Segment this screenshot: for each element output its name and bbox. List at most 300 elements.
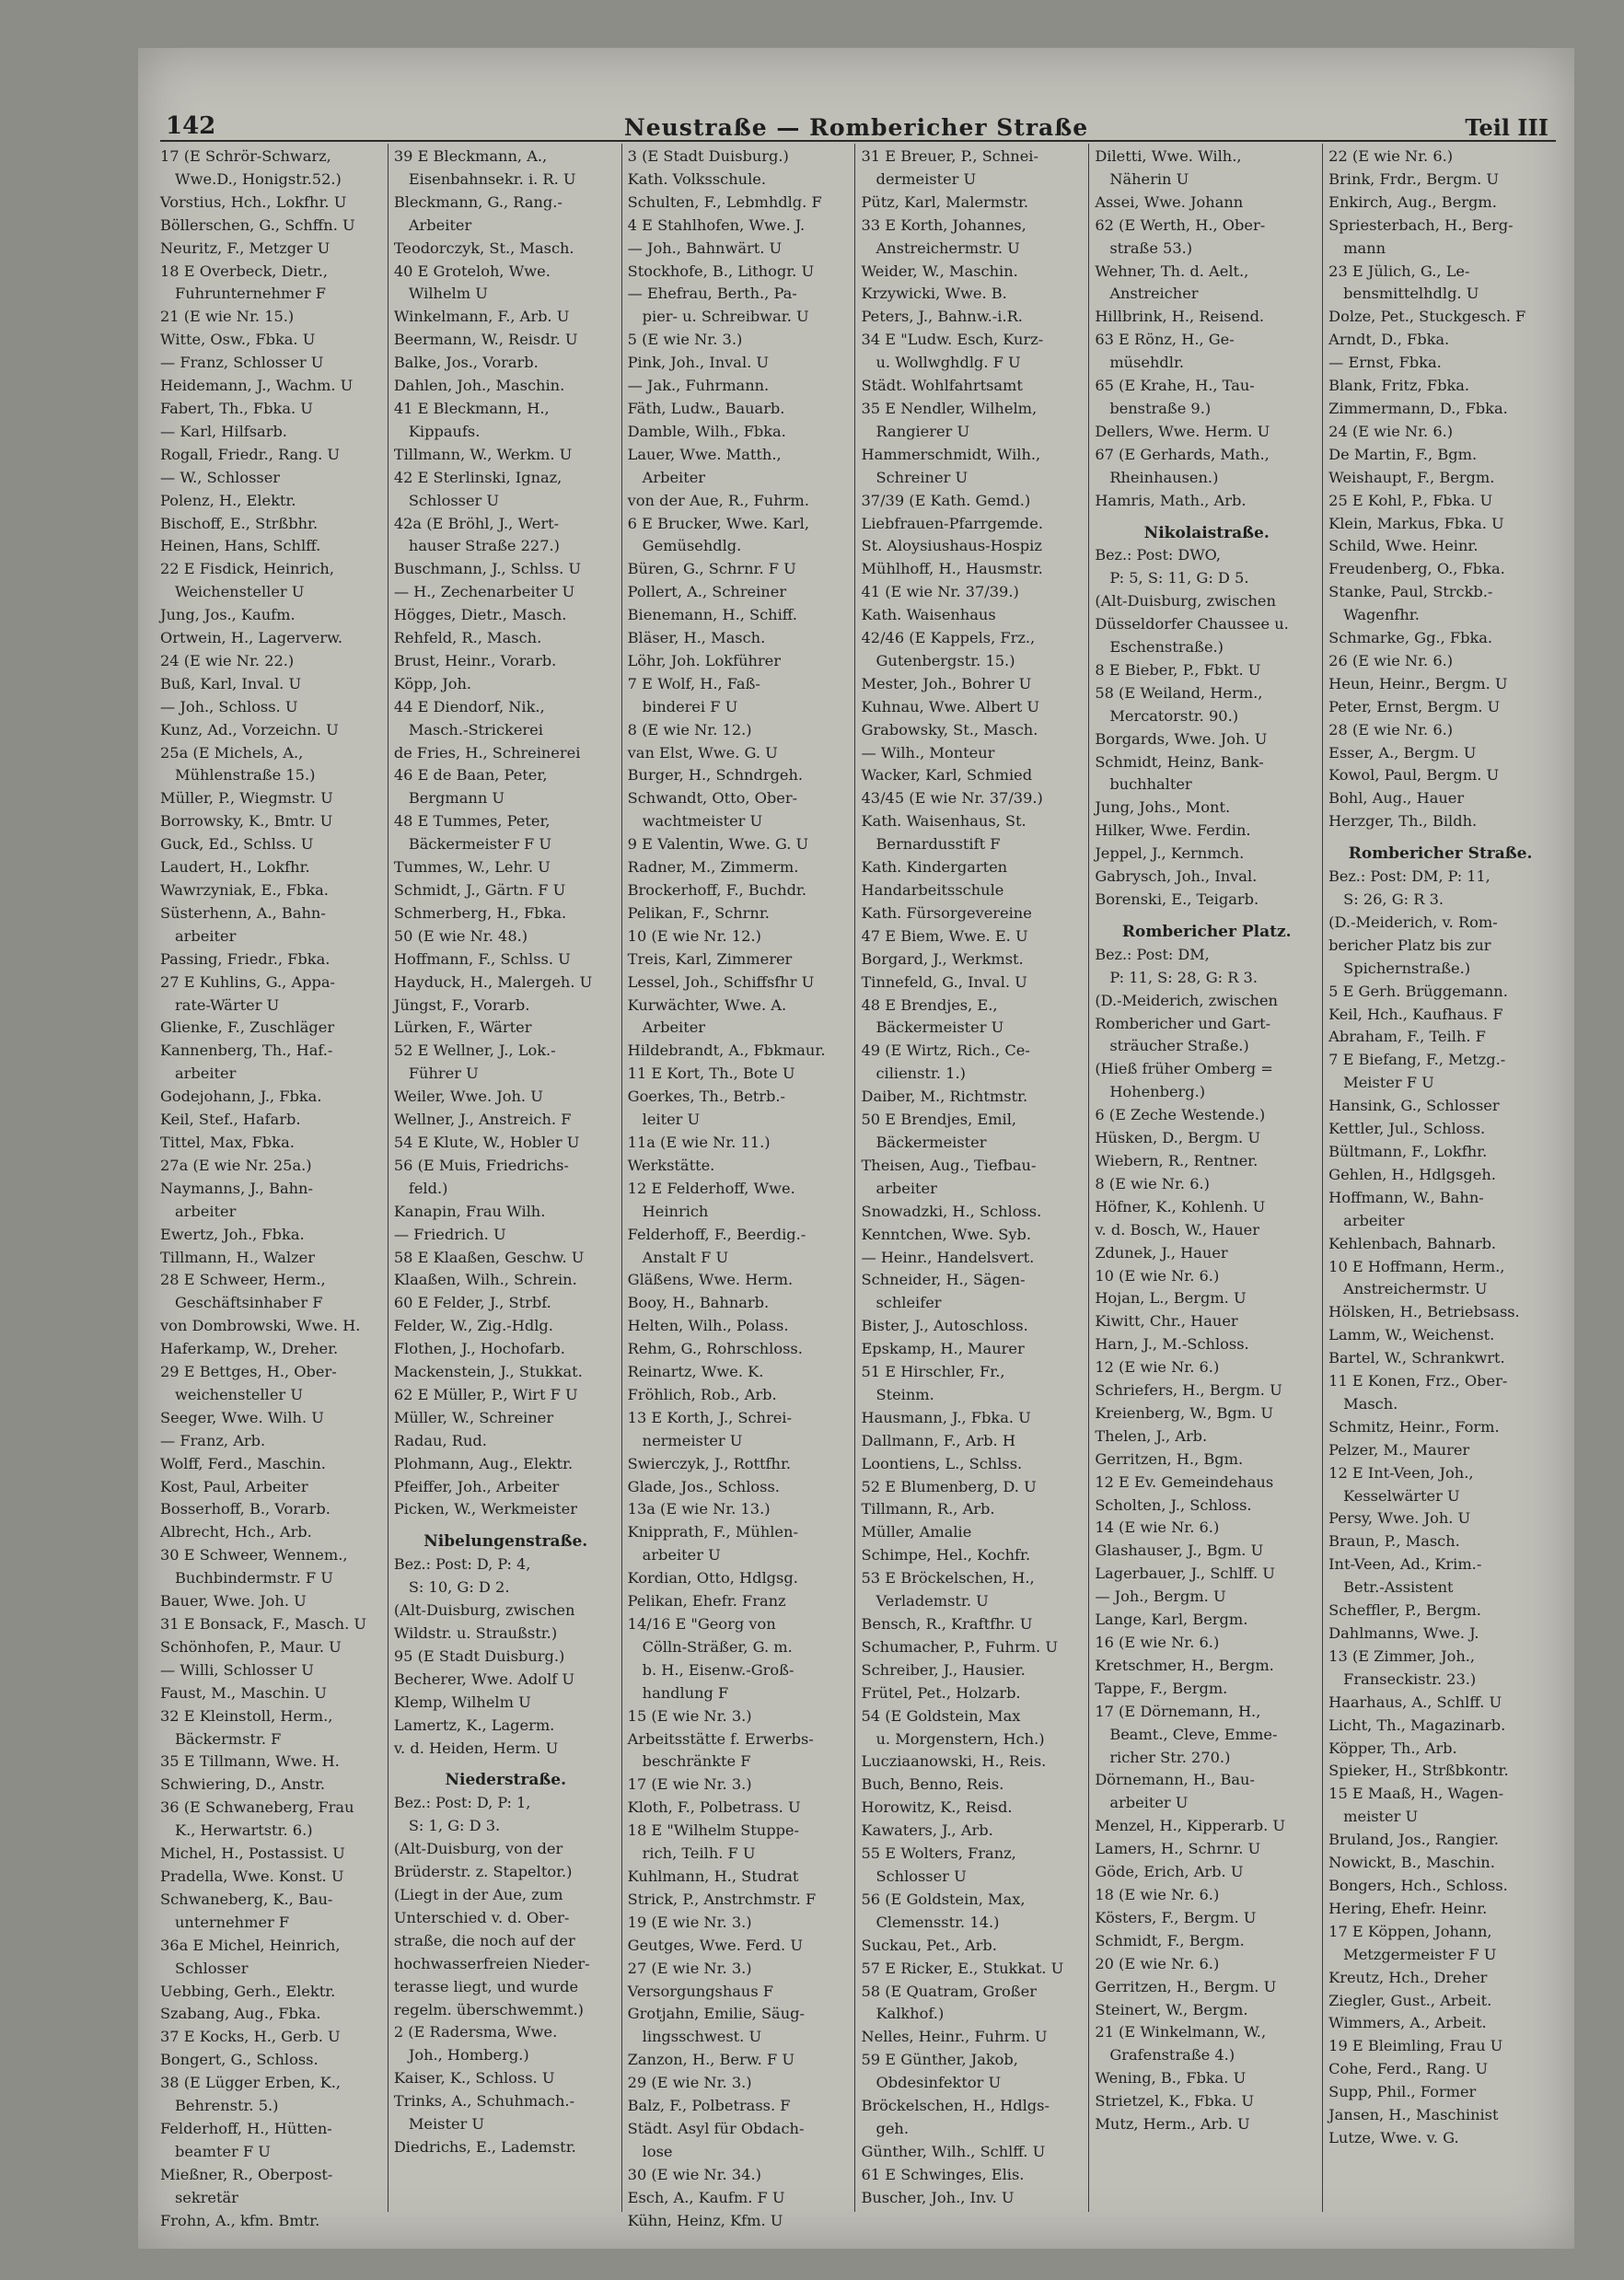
directory-line: Schlosser	[175, 1959, 249, 1977]
directory-line: Bäckermstr. F	[175, 1729, 282, 1748]
directory-line: lose	[642, 2142, 673, 2160]
directory-line: — Jak., Fuhrmann.	[627, 377, 770, 395]
directory-line: Hammerschmidt, Wilh.,	[861, 445, 1041, 463]
directory-line: 13a (E wie Nr. 13.)	[627, 1500, 771, 1518]
directory-line: Ortwein, H., Lagerverw.	[160, 629, 343, 647]
directory-line: unternehmer F	[175, 1913, 290, 1931]
directory-line: beschränkte F	[642, 1752, 751, 1771]
directory-line: Naymanns, J., Bahn-	[160, 1179, 313, 1197]
directory-line: 8 (E wie Nr. 12.)	[627, 720, 752, 739]
directory-line: Cohe, Ferd., Rang. U	[1328, 2060, 1488, 2078]
directory-line: 40 E Groteloh, Wwe.	[393, 262, 551, 280]
directory-line: Schmidt, F., Bergm.	[1095, 1931, 1245, 1949]
directory-line: Lürken, F., Wärter	[393, 1018, 532, 1037]
directory-line: Schulten, F., Lebmhdlg. F	[627, 192, 822, 211]
directory-line: Jansen, H., Maschinist	[1328, 2106, 1499, 2124]
directory-line: 14 (E wie Nr. 6.)	[1095, 1518, 1220, 1537]
directory-line: S: 1, G: D 3.	[408, 1817, 501, 1835]
directory-line: Tillmann, R., Arb.	[861, 1500, 995, 1518]
directory-line: 17 (E wie Nr. 3.)	[627, 1775, 752, 1794]
directory-line: van Elst, Wwe. G. U	[627, 743, 778, 762]
directory-line: Pelzer, M., Maurer	[1328, 1440, 1470, 1459]
directory-line: Dahlmanns, Wwe. J.	[1328, 1624, 1479, 1642]
directory-line: 95 (E Stadt Duisburg.)	[393, 1646, 565, 1665]
directory-line: Felderhoff, F., Beerdig.-	[627, 1225, 806, 1243]
directory-line: Bäckermeister U	[876, 1018, 1004, 1037]
directory-line: Masch.	[1343, 1394, 1398, 1413]
directory-line: Kalkhof.)	[876, 2005, 945, 2023]
directory-line: Kloth, F., Polbetrass. U	[627, 1798, 801, 1817]
directory-line: 25 E Kohl, P., Fbka. U	[1328, 491, 1493, 509]
directory-line: 17 (E Schrör-Schwarz,	[160, 147, 331, 165]
directory-line: Scheffler, P., Bergm.	[1328, 1601, 1481, 1620]
directory-line: — H., Zechenarbeiter U	[393, 583, 575, 601]
directory-line: 58 (E Quatram, Großer	[861, 1982, 1037, 2000]
directory-line: — Karl, Hilfsarb.	[160, 422, 287, 440]
directory-line: 46 E de Baan, Peter,	[393, 766, 548, 785]
directory-line: Guck, Ed., Schlss. U	[160, 835, 314, 854]
directory-line: Dahlen, Joh., Maschin.	[393, 377, 565, 395]
directory-line: Mercatorstr. 90.)	[1109, 706, 1239, 725]
directory-line: Epskamp, H., Maurer	[861, 1340, 1025, 1358]
directory-line: Felder, W., Zig.-Hdlg.	[393, 1317, 553, 1335]
directory-line: Tillmann, H., Walzer	[160, 1248, 315, 1266]
directory-line: Steinert, W., Bergm.	[1095, 2000, 1248, 2018]
directory-line: Lutze, Wwe. v. G.	[1328, 2128, 1459, 2146]
directory-line: Burger, H., Schndrgeh.	[627, 766, 804, 785]
directory-line: Bez.: Post: DM, P: 11,	[1328, 867, 1491, 886]
directory-line: Kath. Waisenhaus	[861, 606, 996, 624]
directory-line: rich, Teilh. F U	[642, 1844, 756, 1863]
directory-line: Heinen, Hans, Schlff.	[160, 537, 321, 555]
directory-line: 57 E Ricker, E., Stukkat. U	[861, 1959, 1064, 1977]
directory-line: Pelikan, Ehefr. Franz	[627, 1592, 786, 1611]
directory-line: 52 E Blumenberg, D. U	[861, 1477, 1037, 1495]
directory-line: Bläser, H., Masch.	[627, 629, 766, 647]
directory-line: Borgard, J., Werkmst.	[861, 949, 1024, 968]
directory-line: 27 E Kuhlins, G., Appa-	[160, 972, 335, 991]
directory-line: Strick, P., Anstrchmstr. F	[627, 1890, 817, 1908]
directory-line: — Willi, Schlosser U	[160, 1660, 314, 1679]
directory-line: 19 E Bleimling, Frau U	[1328, 2037, 1503, 2055]
directory-line: 10 (E wie Nr. 12.)	[627, 926, 761, 945]
directory-line: Heidemann, J., Wachm. U	[160, 377, 354, 395]
directory-line: Lamm, W., Weichenst.	[1328, 1326, 1495, 1344]
directory-line: (Liegt in der Aue, zum	[393, 1885, 563, 1903]
directory-line: Keil, Stef., Hafarb.	[160, 1111, 301, 1129]
directory-line: Obdesinfektor U	[876, 2074, 1002, 2092]
directory-line: Spriesterbach, H., Berg-	[1328, 215, 1514, 234]
directory-line: Fäth, Ludw., Bauarb.	[627, 399, 785, 417]
directory-line: Kenntchen, Wwe. Syb.	[861, 1225, 1031, 1243]
directory-line: Borgards, Wwe. Joh. U	[1095, 729, 1268, 748]
directory-line: Müller, W., Schreiner	[393, 1408, 554, 1426]
directory-line: Snowadzki, H., Schloss.	[861, 1202, 1042, 1220]
directory-line: St. Aloysiushaus-Hospiz	[861, 537, 1042, 555]
directory-line: Süsterhenn, A., Bahn-	[160, 903, 326, 922]
directory-line: Ziegler, Gust., Arbeit.	[1328, 1991, 1492, 2009]
directory-line: 11 E Konen, Frz., Ober-	[1328, 1372, 1508, 1390]
directory-line: 56 (E Goldstein, Max,	[861, 1890, 1026, 1908]
directory-line: Frohn, A., kfm. Bmtr.	[160, 2211, 320, 2229]
directory-line: Borenski, E., Teigarb.	[1095, 890, 1259, 908]
directory-line: — Franz, Arb.	[160, 1431, 266, 1449]
directory-line: b. H., Eisenw.-Groß-	[642, 1660, 795, 1679]
directory-line: Kretschmer, H., Bergm.	[1095, 1656, 1274, 1674]
directory-line: Scholten, J., Schloss.	[1095, 1495, 1252, 1514]
directory-line: Schlosser U	[408, 491, 500, 509]
directory-line: terasse liegt, und wurde	[393, 1977, 579, 1995]
directory-line: 2 (E Radersma, Wwe.	[393, 2023, 558, 2042]
directory-line: — Joh., Bergm. U	[1095, 1588, 1226, 1606]
directory-line: Buchbindermstr. F U	[175, 1569, 333, 1588]
directory-line: Klein, Markus, Fbka. U	[1328, 514, 1504, 532]
directory-line: arbeiter	[175, 926, 237, 945]
directory-line: Bez.: Post: DM,	[1095, 945, 1210, 963]
directory-line: Schriefers, H., Bergm. U	[1095, 1381, 1282, 1400]
directory-line: Mutz, Herm., Arb. U	[1095, 2115, 1250, 2134]
directory-line: Unterschied v. d. Ober-	[393, 1908, 570, 1926]
directory-line: Schneider, H., Sägen-	[861, 1271, 1026, 1289]
directory-line: Arbeiter	[408, 215, 472, 234]
directory-line: (Alt-Duisburg, zwischen	[393, 1601, 575, 1620]
directory-line: Dellers, Wwe. Herm. U	[1095, 422, 1270, 440]
directory-line: Weishaupt, F., Bergm.	[1328, 468, 1495, 486]
directory-line: Horowitz, K., Reisd.	[861, 1798, 1013, 1817]
directory-line: Kanapin, Frau Wilh.	[393, 1202, 546, 1220]
directory-line: Felderhoff, H., Hütten-	[160, 2119, 332, 2137]
directory-line: Liebfrauen-Pfarrgemde.	[861, 514, 1044, 532]
directory-line: Borrowsky, K., Bmtr. U	[160, 812, 333, 831]
directory-line: Kuhnau, Wwe. Albert U	[861, 697, 1040, 715]
directory-line: Arbeiter	[642, 468, 706, 486]
directory-line: Hilker, Wwe. Ferdin.	[1095, 821, 1251, 840]
directory-line: Loontiens, L., Schlss.	[861, 1454, 1023, 1472]
directory-line: Blank, Fritz, Fbka.	[1328, 377, 1470, 395]
directory-line: Bister, J., Autoschloss.	[861, 1317, 1028, 1335]
directory-line: 12 E Felderhoff, Wwe.	[627, 1179, 795, 1197]
directory-line: Brink, Frdr., Bergm. U	[1328, 169, 1500, 188]
directory-line: Tummes, W., Lehr. U	[393, 858, 551, 877]
directory-line: K., Herwartstr. 6.)	[175, 1821, 313, 1840]
directory-line: 53 E Bröckelschen, H.,	[861, 1569, 1035, 1588]
directory-line: Versorgungshaus F	[627, 1982, 774, 2000]
street-heading: Nibelungenstraße.	[423, 1532, 588, 1552]
directory-line: 15 E Maaß, H., Wagen-	[1328, 1785, 1504, 1803]
directory-line: De Martin, F., Bgm.	[1328, 445, 1478, 463]
directory-line: de Fries, H., Schreinerei	[393, 743, 581, 762]
directory-line: 22 (E wie Nr. 6.)	[1328, 147, 1454, 165]
directory-line: Frütel, Pet., Holzarb.	[861, 1683, 1021, 1702]
directory-line: Kippaufs.	[408, 422, 481, 440]
directory-line: Harn, J., M.-Schloss.	[1095, 1335, 1249, 1354]
directory-line: Wolff, Ferd., Maschin.	[160, 1454, 326, 1472]
directory-line: Albrecht, Hch., Arb.	[160, 1523, 312, 1541]
directory-line: — Ernst, Fbka.	[1328, 354, 1442, 372]
directory-line: Witte, Osw., Fbka. U	[160, 331, 316, 349]
directory-line: Krzywicki, Wwe. B.	[861, 285, 1007, 303]
directory-line: Kowol, Paul, Bergm. U	[1328, 766, 1500, 785]
directory-line: geh.	[876, 2119, 909, 2137]
directory-line: 37 E Kocks, H., Gerb. U	[160, 2028, 341, 2046]
directory-line: 12 (E wie Nr. 6.)	[1095, 1358, 1220, 1377]
directory-line: arbeiter	[1343, 1211, 1405, 1229]
directory-line: sträucher Straße.)	[1109, 1037, 1249, 1055]
column-6	[1322, 144, 1556, 2212]
directory-line: — W., Schlosser	[160, 468, 281, 486]
directory-line: Hohenberg.)	[1109, 1083, 1206, 1101]
directory-line: 54 E Klute, W., Hobler U	[393, 1133, 580, 1151]
directory-line: Bültmann, F., Lokfhr.	[1328, 1142, 1488, 1160]
page-part: Teil III	[1465, 114, 1549, 141]
street-heading: Rombericher Platz.	[1121, 922, 1292, 941]
directory-line: Hillbrink, H., Reisend.	[1095, 308, 1265, 326]
directory-line: Hamris, Math., Arb.	[1095, 491, 1247, 509]
directory-line: Schwandt, Otto, Ober-	[627, 789, 798, 808]
directory-line: 44 E Diendorf, Nik.,	[393, 697, 545, 715]
directory-line: richer Str. 270.)	[1109, 1748, 1231, 1766]
directory-line: Hildebrandt, A., Fbkmaur.	[627, 1041, 826, 1060]
directory-line: Löhr, Joh. Lokführer	[627, 651, 781, 669]
directory-line: Balz, F., Polbetrass. F	[627, 2097, 791, 2115]
directory-line: meister U	[1343, 1808, 1419, 1826]
directory-line: 32 E Kleinstoll, Herm.,	[160, 1706, 333, 1725]
directory-line: Enkirch, Aug., Bergm.	[1328, 192, 1497, 211]
directory-line: wachtmeister U	[642, 812, 763, 831]
directory-line: 13 E Korth, J., Schrei-	[627, 1408, 792, 1426]
page-number: 142	[166, 112, 216, 140]
directory-line: Jüngst, F., Vorarb.	[393, 995, 530, 1014]
directory-line: Meister U	[408, 2115, 485, 2134]
directory-line: straße 53.)	[1109, 238, 1193, 257]
directory-line: hochwasserfreien Nieder-	[393, 1954, 590, 1972]
directory-line: Joh., Homberg.)	[408, 2046, 529, 2065]
directory-line: Nelles, Heinr., Fuhrm. U	[861, 2028, 1048, 2046]
directory-line: Pradella, Wwe. Konst. U	[160, 1867, 344, 1885]
directory-line: — Wilh., Monteur	[861, 743, 995, 762]
directory-line: Schwiering, D., Anstr.	[160, 1775, 326, 1794]
directory-line: Bensch, R., Kraftfhr. U	[861, 1615, 1033, 1633]
directory-line: Grafenstraße 4.)	[1109, 2046, 1235, 2065]
directory-line: 48 E Brendjes, E.,	[861, 995, 998, 1014]
directory-line: — Joh., Schloss. U	[160, 697, 298, 715]
directory-line: 12 E Int-Veen, Joh.,	[1328, 1463, 1474, 1482]
directory-line: — Franz, Schlosser U	[160, 354, 324, 372]
directory-line: Knipprath, F., Mühlen-	[627, 1523, 798, 1541]
directory-line: Polenz, H., Elektr.	[160, 491, 296, 509]
directory-line: Winkelmann, F., Arb. U	[393, 308, 570, 326]
header-rule	[160, 140, 1556, 142]
directory-line: 7 E Wolf, H., Faß-	[627, 674, 760, 692]
directory-line: Esser, A., Bergm. U	[1328, 743, 1477, 762]
directory-line: Tillmann, W., Werkm. U	[393, 445, 573, 463]
directory-line: Näherin U	[1109, 169, 1189, 188]
directory-line: Glienke, F., Zuschläger	[160, 1018, 335, 1037]
directory-line: 29 (E wie Nr. 3.)	[627, 2074, 752, 2092]
directory-line: u. Wollwghdlg. F U	[876, 354, 1021, 372]
directory-line: Kath. Kindergarten	[861, 858, 1008, 877]
directory-line: (Alt-Duisburg, zwischen	[1095, 592, 1276, 611]
directory-line: Franseckistr. 23.)	[1343, 1669, 1477, 1688]
directory-line: Brust, Heinr., Vorarb.	[393, 651, 557, 669]
directory-line: Int-Veen, Ad., Krim.-	[1328, 1555, 1482, 1574]
directory-line: Godejohann, J., Fbka.	[160, 1088, 322, 1106]
directory-line: Rangierer U	[876, 422, 970, 440]
directory-line: Geschäftsinhaber F	[175, 1294, 323, 1312]
directory-line: Rehm, G., Rohrschloss.	[627, 1340, 803, 1358]
directory-line: Flothen, J., Hochofarb.	[393, 1340, 565, 1358]
directory-line: Theisen, Aug., Tiefbau-	[861, 1156, 1037, 1174]
directory-line: Teodorczyk, St., Masch.	[393, 238, 574, 257]
directory-line: — Friedrich. U	[393, 1225, 506, 1243]
directory-line: Michel, H., Postassist. U	[160, 1844, 345, 1863]
directory-line: 41 E Bleckmann, H.,	[393, 399, 550, 417]
directory-line: Köpp, Joh.	[393, 674, 472, 692]
directory-line: 62 (E Werth, H., Ober-	[1095, 215, 1266, 234]
directory-line: Höfner, K., Kohlenh. U	[1095, 1197, 1266, 1216]
directory-line: buchhalter	[1109, 775, 1192, 794]
directory-line: Wiebern, R., Rentner.	[1095, 1151, 1259, 1169]
directory-line: Brüderstr. z. Stapeltor.)	[393, 1863, 573, 1881]
directory-line: Pütz, Karl, Malermstr.	[861, 192, 1029, 211]
directory-line: Radau, Rud.	[393, 1431, 487, 1449]
directory-line: Ewertz, Joh., Fbka.	[160, 1225, 305, 1243]
directory-line: 59 E Günther, Jakob,	[861, 2051, 1018, 2069]
directory-line: Schmidt, Heinz, Bank-	[1095, 752, 1264, 771]
column-1	[160, 144, 388, 2229]
directory-line: Wwe.D., Honigstr.52.)	[175, 169, 342, 188]
directory-line: Mackenstein, J., Stukkat.	[393, 1363, 583, 1381]
directory-line: 28 (E wie Nr. 6.)	[1328, 720, 1454, 739]
directory-line: Kreienberg, W., Bgm. U	[1095, 1403, 1274, 1422]
directory-line: Jung, Johs., Mont.	[1095, 798, 1231, 817]
directory-line: Arbeitsstätte f. Erwerbs-	[627, 1729, 814, 1748]
directory-line: 42 E Sterlinski, Ignaz,	[393, 468, 563, 486]
directory-line: 24 (E wie Nr. 6.)	[1328, 422, 1454, 440]
directory-line: Hüsken, D., Bergm. U	[1095, 1129, 1260, 1147]
directory-line: Faust, M., Maschin. U	[160, 1683, 327, 1702]
directory-line: — Ehefrau, Berth., Pa-	[627, 285, 797, 303]
directory-line: Jung, Jos., Kaufm.	[160, 606, 296, 624]
directory-line: Goerkes, Th., Betrb.-	[627, 1088, 785, 1106]
directory-line: Gehlen, H., Hdlgsgeh.	[1328, 1165, 1496, 1183]
directory-line: Lagerbauer, J., Schlff. U	[1095, 1565, 1275, 1583]
directory-line: v. d. Heiden, Herm. U	[393, 1739, 559, 1757]
directory-line: Esch, A., Kaufm. F U	[627, 2188, 785, 2206]
directory-line: Dörnemann, H., Bau-	[1095, 1771, 1255, 1789]
directory-line: 8 E Bieber, P., Fbkt. U	[1095, 660, 1261, 679]
directory-line: Beamt., Cleve, Emme-	[1109, 1725, 1278, 1743]
directory-line: Zimmermann, D., Fbka.	[1328, 399, 1508, 417]
directory-line: regelm. überschwemmt.)	[393, 2000, 584, 2018]
directory-line: arbeiter U	[1109, 1794, 1189, 1812]
directory-page	[138, 48, 1574, 2249]
directory-line: Heun, Heinr., Bergm. U	[1328, 674, 1508, 692]
directory-line: 54 (E Goldstein, Max	[861, 1706, 1021, 1725]
directory-line: 3 (E Stadt Duisburg.)	[627, 147, 789, 165]
directory-line: Kannenberg, Th., Haf.-	[160, 1041, 333, 1060]
directory-line: leiter U	[642, 1111, 701, 1129]
directory-line: arbeiter U	[642, 1546, 721, 1565]
directory-line: 25a (E Michels, A.,	[160, 743, 304, 762]
directory-line: Schmitz, Heinr., Form.	[1328, 1417, 1500, 1436]
directory-line: 14/16 E "Georg von	[627, 1615, 776, 1633]
directory-line: Haferkamp, W., Dreher.	[160, 1340, 339, 1358]
directory-line: 22 E Fisdick, Heinrich,	[160, 560, 334, 578]
directory-line: Schreiner U	[876, 468, 969, 486]
directory-line: Bez.: Post: D, P: 1,	[393, 1794, 531, 1812]
directory-line: 38 (E Lügger Erben, K.,	[160, 2074, 341, 2092]
directory-line: Dallmann, F., Arb. H	[861, 1431, 1015, 1449]
directory-line: Kath. Waisenhaus, St.	[861, 812, 1027, 831]
directory-line: Städt. Wohlfahrtsamt	[861, 377, 1023, 395]
directory-line: Supp, Phil., Former	[1328, 2083, 1477, 2101]
directory-line: Weider, W., Maschin.	[861, 262, 1018, 280]
directory-line: binderei F U	[642, 697, 738, 715]
directory-line: Verlademstr. U	[876, 1592, 989, 1611]
column-2	[388, 144, 621, 2212]
directory-line: Grotjahn, Emilie, Säug-	[627, 2005, 805, 2023]
directory-line: müsehdlr.	[1109, 354, 1185, 372]
directory-line: 17 E Köppen, Johann,	[1328, 1922, 1492, 1940]
directory-line: 50 E Brendjes, Emil,	[861, 1111, 1017, 1129]
directory-line: Keil, Hch., Kaufhaus. F	[1328, 1005, 1503, 1023]
directory-line: Buß, Karl, Inval. U	[160, 674, 302, 692]
directory-line: 49 (E Wirtz, Rich., Ce-	[861, 1041, 1030, 1060]
directory-line: (Alt-Duisburg, von der	[393, 1840, 563, 1858]
directory-line: v. d. Bosch, W., Hauer	[1095, 1220, 1259, 1239]
directory-line: weichensteller U	[175, 1385, 303, 1403]
directory-line: Meister F U	[1343, 1074, 1434, 1092]
directory-line: Schreiber, J., Hausier.	[861, 1660, 1026, 1679]
directory-line: Daiber, M., Richtmstr.	[861, 1088, 1028, 1106]
directory-line: Schmarke, Gg., Fbka.	[1328, 629, 1493, 647]
directory-line: Gutenbergstr. 15.)	[876, 651, 1015, 669]
directory-line: Braun, P., Masch.	[1328, 1532, 1460, 1551]
directory-line: 41 (E wie Nr. 37/39.)	[861, 583, 1019, 601]
directory-line: Reinartz, Wwe. K.	[627, 1363, 764, 1381]
directory-line: Diletti, Wwe. Wilh.,	[1095, 147, 1242, 165]
directory-line: 60 E Felder, J., Strbf.	[393, 1294, 551, 1312]
directory-line: Mester, Joh., Bohrer U	[861, 674, 1032, 692]
directory-line: Assei, Wwe. Johann	[1095, 192, 1244, 211]
directory-line: Mühlhoff, H., Hausmstr.	[861, 560, 1043, 578]
directory-line: Bäckermeister	[876, 1133, 987, 1151]
directory-line: Schild, Wwe. Heinr.	[1328, 537, 1479, 555]
directory-line: 20 (E wie Nr. 6.)	[1095, 1954, 1220, 1972]
directory-line: 36 (E Schwaneberg, Frau	[160, 1798, 354, 1817]
directory-line: Tappe, F., Bergm.	[1095, 1679, 1228, 1697]
directory-line: 5 E Gerh. Brüggemann.	[1328, 982, 1508, 1000]
directory-line: 12 E Ev. Gemeindehaus	[1095, 1472, 1274, 1491]
directory-line: Bergmann U	[408, 789, 505, 808]
directory-line: 35 E Nendler, Wilhelm,	[861, 399, 1038, 417]
directory-line: Rehfeld, R., Masch.	[393, 629, 542, 647]
directory-line: 23 E Jülich, G., Le-	[1328, 262, 1470, 280]
directory-line: Pfeiffer, Joh., Arbeiter	[393, 1477, 560, 1495]
directory-line: Eisenbahnsekr. i. R. U	[408, 169, 576, 188]
directory-line: 56 (E Muis, Friedrichs-	[393, 1156, 569, 1174]
directory-line: Peters, J., Bahnw.-i.R.	[861, 308, 1023, 326]
directory-line: Bongert, G., Schloss.	[160, 2051, 319, 2069]
directory-line: Geutges, Wwe. Ferd. U	[627, 1936, 803, 1954]
directory-line: Anstreichermstr. U	[1343, 1280, 1488, 1298]
directory-line: Arbeiter	[642, 1018, 706, 1037]
directory-line: Plohmann, Aug., Elektr.	[393, 1454, 574, 1472]
directory-line: Hering, Ehefr. Heinr.	[1328, 1899, 1488, 1917]
directory-line: Wilhelm U	[408, 285, 488, 303]
directory-line: 10 E Hoffmann, Herm.,	[1328, 1257, 1505, 1275]
